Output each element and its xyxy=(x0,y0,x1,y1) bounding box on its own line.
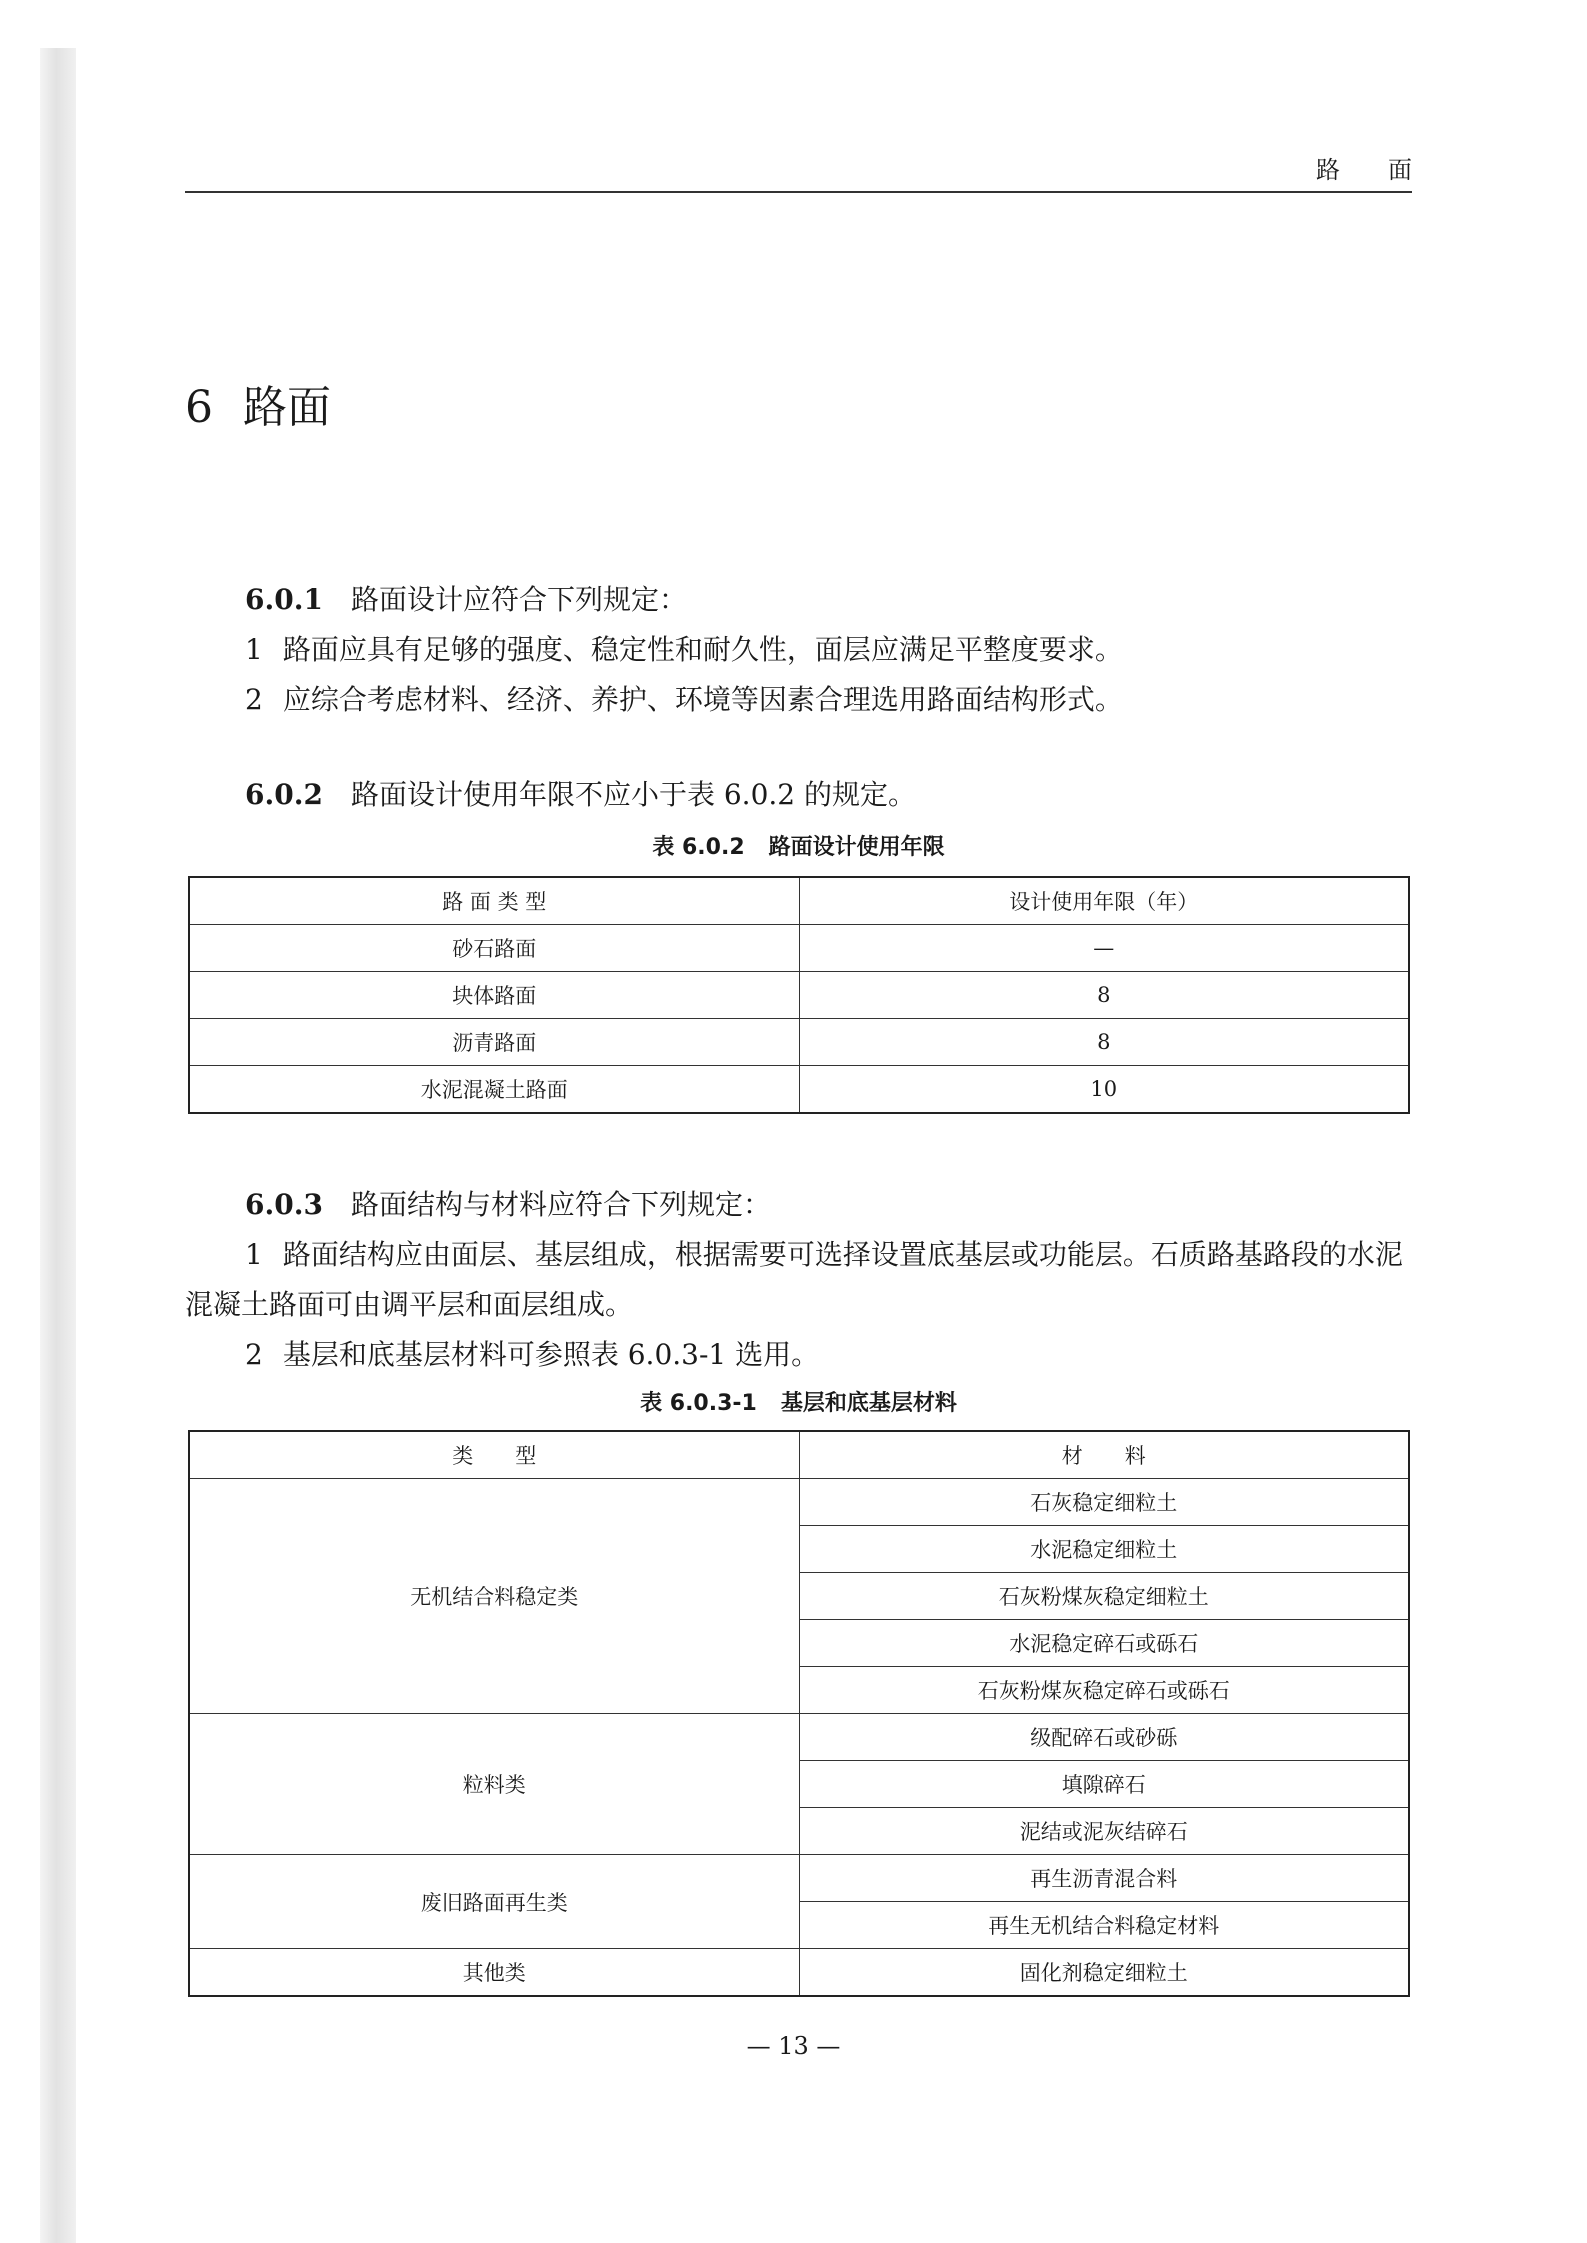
material-cell: 填隙碎石 xyxy=(799,1761,1409,1808)
clause-number: 6.0.2 xyxy=(245,778,323,811)
page-number: — 13 — xyxy=(746,2032,841,2060)
material-cell: 石灰粉煤灰稳定细粒土 xyxy=(799,1573,1409,1620)
material-cell: 石灰稳定细粒土 xyxy=(799,1479,1409,1526)
material-cell: 再生沥青混合料 xyxy=(799,1855,1409,1902)
table-cell: 8 xyxy=(799,972,1409,1019)
table-title: 基层和底基层材料 xyxy=(780,1391,957,1416)
table-caption xyxy=(185,1384,1412,1424)
table-cell: 砂石路面 xyxy=(189,925,799,972)
table-cell: 沥青路面 xyxy=(189,1019,799,1066)
table-row xyxy=(189,1949,1409,1997)
type-cell: 废旧路面再生类 xyxy=(189,1855,799,1949)
table-cell: 8 xyxy=(799,1019,1409,1066)
table-number: 表 6.0.3-1 xyxy=(640,1391,757,1416)
table-row xyxy=(189,1714,1409,1761)
table-cell: — xyxy=(799,925,1409,972)
chapter-heading xyxy=(185,378,331,438)
clause-text: 路面结构与材料应符合下列规定： xyxy=(350,1188,771,1221)
chapter-title: 路面 xyxy=(243,382,331,433)
clause-text: 路面设计应符合下列规定： xyxy=(350,583,687,616)
table-number: 表 6.0.2 xyxy=(652,835,745,860)
table-row xyxy=(189,1066,1409,1114)
material-cell: 水泥稳定碎石或砾石 xyxy=(799,1620,1409,1667)
material-cell: 泥结或泥灰结碎石 xyxy=(799,1808,1409,1855)
column-header: 材 料 xyxy=(799,1431,1409,1479)
type-cell: 粒料类 xyxy=(189,1714,799,1855)
header-rule xyxy=(185,191,1412,193)
running-head: 路面 xyxy=(1316,156,1460,184)
table-cell: 10 xyxy=(799,1066,1409,1114)
scan-binding-shadow xyxy=(40,48,76,2243)
table-row xyxy=(189,1479,1409,1526)
list-item: 2 基层和底基层材料可参照表 6.0.3-1 选用。 xyxy=(245,1338,820,1371)
table-base-materials xyxy=(188,1430,1410,1997)
list-item: 1 路面结构应由面层、基层组成，根据需要可选择设置底基层或功能层。石质路基路段的水泥混凝土路面可由调平层和面层组成。 xyxy=(185,1238,1403,1321)
clause-6-0-3 xyxy=(185,1180,1412,1380)
clause-text: 路面设计使用年限不应小于表 6.0.2 的规定。 xyxy=(350,778,917,811)
table-row xyxy=(189,1019,1409,1066)
table-cell: 块体路面 xyxy=(189,972,799,1019)
column-header: 路 面 类 型 xyxy=(189,877,799,925)
chapter-number: 6 xyxy=(185,382,213,433)
material-cell: 石灰粉煤灰稳定碎石或砾石 xyxy=(799,1667,1409,1714)
column-header: 类 型 xyxy=(189,1431,799,1479)
clause-6-0-1 xyxy=(185,575,1412,725)
type-cell: 其他类 xyxy=(189,1949,799,1997)
clause-number: 6.0.1 xyxy=(245,583,323,616)
table-service-life xyxy=(188,876,1410,1114)
material-cell: 再生无机结合料稳定材料 xyxy=(799,1902,1409,1949)
table-caption xyxy=(185,828,1412,868)
material-cell: 水泥稳定细粒土 xyxy=(799,1526,1409,1573)
clause-number: 6.0.3 xyxy=(245,1188,323,1221)
column-header: 设计使用年限（年） xyxy=(799,877,1409,925)
table-row xyxy=(189,1855,1409,1902)
list-item: 1 路面应具有足够的强度、稳定性和耐久性，面层应满足平整度要求。 xyxy=(245,633,1123,666)
table-row xyxy=(189,972,1409,1019)
table-header-row xyxy=(189,1431,1409,1479)
material-cell: 级配碎石或砂砾 xyxy=(799,1714,1409,1761)
table-cell: 水泥混凝土路面 xyxy=(189,1066,799,1114)
list-item: 2 应综合考虑材料、经济、养护、环境等因素合理选用路面结构形式。 xyxy=(245,683,1123,716)
material-cell: 固化剂稳定细粒土 xyxy=(799,1949,1409,1997)
table-row xyxy=(189,925,1409,972)
clause-6-0-2 xyxy=(185,770,1412,820)
type-cell: 无机结合料稳定类 xyxy=(189,1479,799,1714)
table-header-row xyxy=(189,877,1409,925)
table-title: 路面设计使用年限 xyxy=(768,835,945,860)
